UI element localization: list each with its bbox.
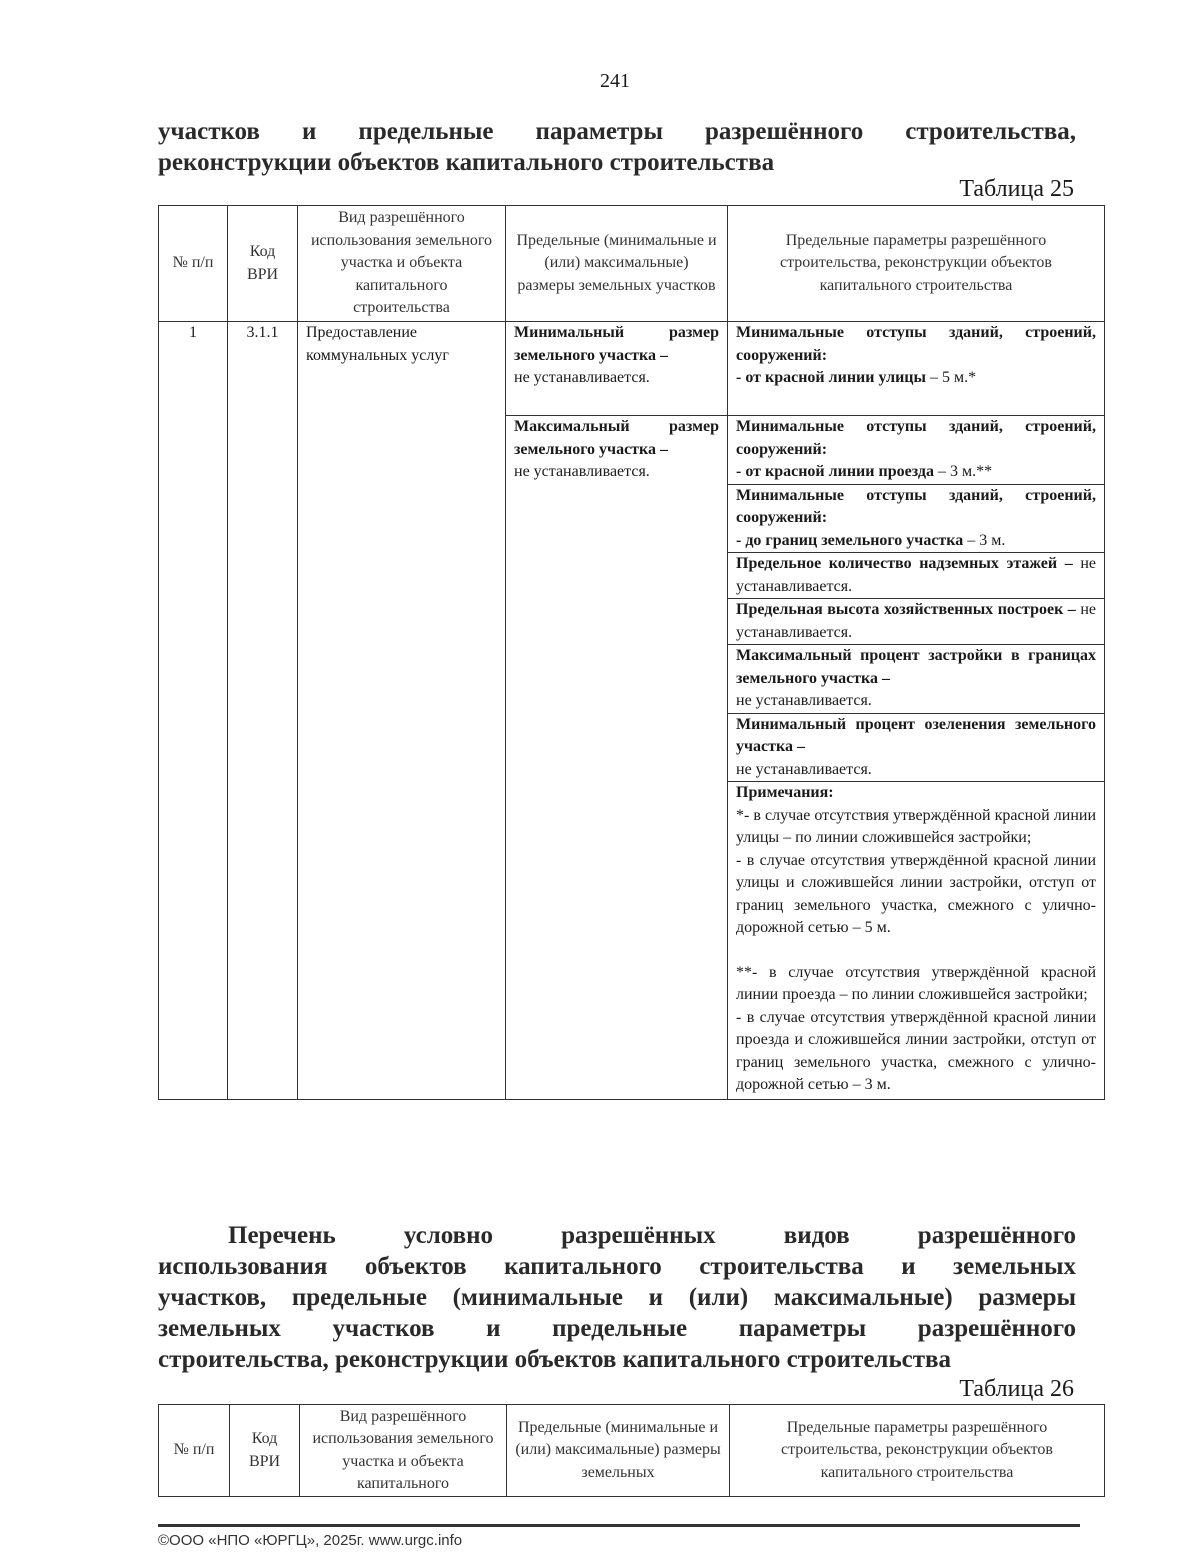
param-4-value: не устанавливается. xyxy=(736,555,1096,595)
footer-copyright: ©ООО «НПО «ЮРГЦ», 2025г. www.urgc.info xyxy=(158,1532,463,1549)
param-5-value: не устанавливается. xyxy=(736,601,1096,641)
header-use: Вид разрешённого использования земельного участка и объекта капитального строительства xyxy=(298,206,506,322)
param-3-value: – 3 м. xyxy=(963,531,1006,549)
param-2 xyxy=(728,416,1105,485)
table-header-row xyxy=(159,1405,1105,1497)
header-num: № п/п xyxy=(159,206,228,322)
row-num: 1 xyxy=(159,322,228,1100)
param-4-label: Предельное количество надземных этажей – xyxy=(736,555,1073,572)
param-1 xyxy=(728,322,1105,416)
param-7-value: не устанавливается. xyxy=(736,760,872,778)
row-use: Предоставление коммунальных услуг xyxy=(298,322,506,1100)
max-size-value: не устанавливается. xyxy=(514,463,650,480)
heading-line: участков, предельные (минимальные и (или) максимальные) размеры xyxy=(158,1284,1076,1311)
table-26-caption: Таблица 26 xyxy=(959,1376,1074,1402)
header-sizes: Предельные (минимальные и (или) максимальные) размеры земельных участков xyxy=(506,206,728,322)
header-params: Предельные параметры разрешённого строительства, реконструкции объектов капитального строительства xyxy=(728,206,1105,322)
param-1-value: – 5 м.* xyxy=(926,369,977,386)
param-6-label: Максимальный процент застройки в границах земельного участка – xyxy=(736,647,1096,687)
heading-line: использования объектов капитального строительства и земельных xyxy=(158,1253,1076,1280)
table-26 xyxy=(158,1404,1105,1497)
table-25-caption: Таблица 25 xyxy=(959,176,1074,202)
table-row xyxy=(159,322,1105,416)
param-3-line: - до границ земельного участка xyxy=(736,531,964,549)
page-number: 241 xyxy=(600,70,630,92)
param-2-value: – 3 м.** xyxy=(933,463,993,480)
row-code: 3.1.1 xyxy=(228,322,298,1100)
param-3 xyxy=(728,484,1105,553)
param-7-label: Минимальный процент озеленения земельного участка – xyxy=(736,715,1096,755)
header-use: Вид разрешённого использования земельного участка и объекта капитального xyxy=(300,1405,507,1497)
table-25 xyxy=(158,205,1105,1100)
header-params: Предельные параметры разрешённого строительства, реконструкции объектов капитального строительства xyxy=(730,1405,1105,1497)
param-5 xyxy=(728,599,1105,645)
param-7 xyxy=(728,713,1105,782)
param-3-label: Минимальные отступы зданий, строений, сооружений: xyxy=(736,486,1096,526)
footer-rule xyxy=(158,1524,1080,1527)
heading-line: участков и предельные параметры разрешённого строительства, xyxy=(158,118,1076,145)
heading-line: Перечень условно разрешённых видов разрешённого xyxy=(228,1222,1076,1249)
param-6-value: не устанавливается. xyxy=(736,692,872,709)
min-size-value: не устанавливается. xyxy=(514,369,650,386)
param-4 xyxy=(728,553,1105,599)
max-size-label: Максимальный размер земельного участка – xyxy=(514,418,719,458)
heading-line: земельных участков и предельные параметры разрешённого xyxy=(158,1315,1076,1342)
min-size-cell xyxy=(506,322,728,416)
note-1: *- в случае отсутствия утверждённой красной линии улицы – по линии сложившейся застройки; xyxy=(736,806,1096,846)
table-header-row xyxy=(159,206,1105,322)
header-sizes: Предельные (минимальные и (или) максимальные) размеры земельных xyxy=(507,1405,730,1497)
section-heading-top xyxy=(158,116,1076,178)
param-2-line: - от красной линии проезда xyxy=(736,463,934,480)
note-3: **- в случае отсутствия утверждённой красной линии проезда – по линии сложившейся застройки; xyxy=(736,963,1096,1003)
param-1-label: Минимальные отступы зданий, строений, сооружений: xyxy=(736,324,1096,364)
header-code: Код ВРИ xyxy=(228,206,298,322)
heading-line: реконструкции объектов капитального строительства xyxy=(158,149,775,176)
heading-line: строительства, реконструкции объектов капитального строительства xyxy=(158,1346,952,1373)
param-1-line: - от красной линии улицы xyxy=(736,369,926,386)
note-4: - в случае отсутствия утверждённой красной линии проезда и сложившейся линии застройки, отступ от границ земельного участка, смежного с улично-дорожной сетью – 3 м. xyxy=(736,1008,1096,1093)
max-size-cell xyxy=(506,416,728,1100)
note-2: - в случае отсутствия утверждённой красной линии улицы и сложившейся линии застройки, отступ от границ земельного участка, смежного с улично-дорожной сетью – 5 м. xyxy=(736,851,1096,936)
header-num: № п/п xyxy=(159,1405,230,1497)
notes-title: Примечания: xyxy=(736,784,834,801)
param-5-label: Предельная высота хозяйственных построек – xyxy=(736,601,1076,618)
notes-cell xyxy=(728,782,1105,1100)
param-6 xyxy=(728,645,1105,714)
min-size-label: Минимальный размер земельного участка – xyxy=(514,324,719,364)
header-code: Код ВРИ xyxy=(230,1405,300,1497)
section-heading-conditional xyxy=(158,1220,1076,1375)
param-2-label: Минимальные отступы зданий, строений, сооружений: xyxy=(736,418,1096,458)
